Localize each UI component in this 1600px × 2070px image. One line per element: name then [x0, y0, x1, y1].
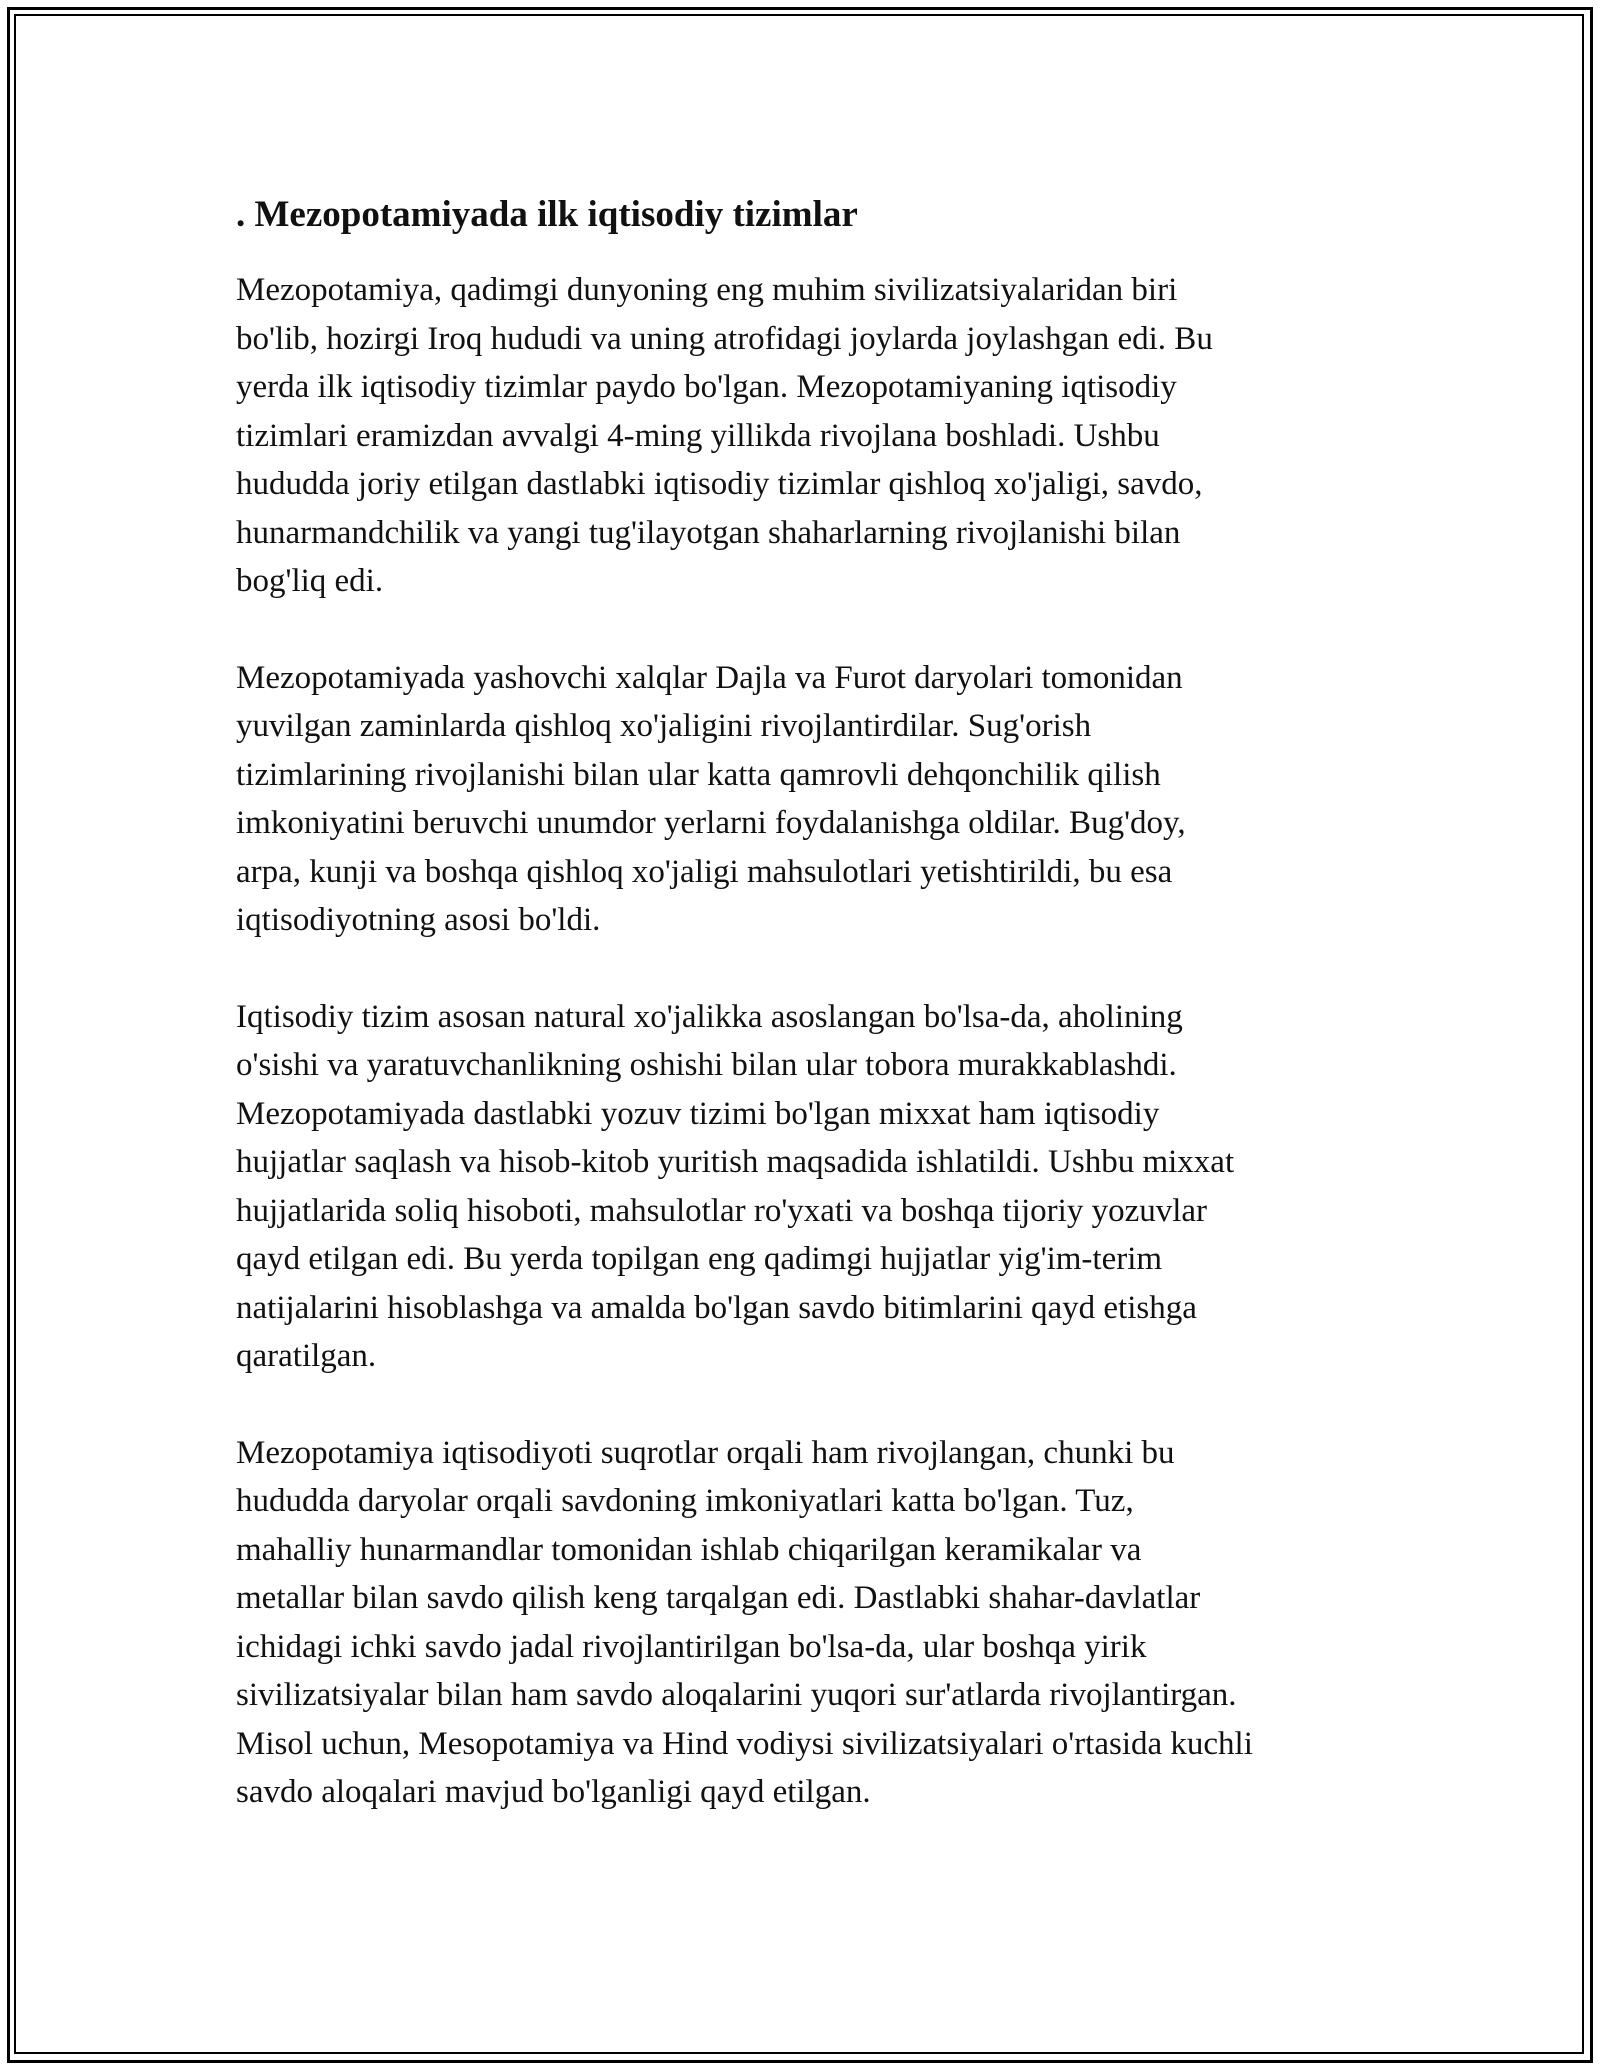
- paragraph-1: Mezopotamiya, qadimgi dunyoning eng muhim sivilizatsiyalaridan biri bo'lib, hozirgi Iroq hududi va uning atrofidagi joylarda joylashgan edi. Bu yerda ilk iqtisodiy tizimlar paydo bo'lgan. Mezopotamiyaning iqtisodiy tizimlari eramizdan avvalgi 4-ming yillikda rivojlana boshladi. Ushbu hududda joriy etilgan dastlabki iqtisodiy tizimlar qishloq xo'jaligi, savdo, hunarmandchilik va yangi tug'ilayotgan shaharlarning rivojlanishi bilan bog'liq edi.: [236, 272, 1213, 599]
- paragraph-4: Mezopotamiya iqtisodiyoti suqrotlar orqali ham rivojlangan, chunki bu hududda daryolar orqali savdoning imkoniyatlari katta bo'lgan. Tuz, mahalliy hunarmandlar tomonidan ishlab chiqarilgan keramikalar va metallar bilan savdo qilish keng tarqalgan edi. Dastlabki shahar-davlatlar ichidagi ichki savdo jadal rivojlantirilgan bo'lsa-da, ular boshqa yirik sivilizatsiyalar bilan ham savdo aloqalarini yuqori sur'atlarda rivojlantirgan. Misol uchun, Mesopotamiya va Hind vodiysi sivilizatsiyalari o'rtasida kuchli savdo aloqalari mavjud bo'lganligi qayd etilgan.: [236, 1434, 1253, 1810]
- paragraph-2: Mezopotamiyada yashovchi xalqlar Dajla va Furot daryolari tomonidan yuvilgan zaminlarda qishloq xo'jaligini rivojlantirdilar. Sug'orish tizimlarining rivojlanishi bilan ular katta qamrovli dehqonchilik qilish imkoniyatini beruvchi unumdor yerlarni foydalanishga oldilar. Bug'doy, arpa, kunji va boshqa qishloq xo'jaligi mahsulotlari yetishtirildi, bu esa iqtisodiyotning asosi bo'ldi.: [236, 659, 1186, 938]
- paragraph-3: Iqtisodiy tizim asosan natural xo'jalikka asoslangan bo'lsa-da, aholining o'sishi va yaratuvchanlikning oshishi bilan ular tobora murakkablashdi. Mezopotamiyada dastlabki yozuv tizimi bo'lgan mixxat ham iqtisodiy hujjatlar saqlash va hisob-kitob yuritish maqsadida ishlatildi. Ushbu mixxat hujjatlarida soliq hisoboti, mahsulotlar ro'yxati va boshqa tijoriy yozuvlar qayd etilgan edi. Bu yerda topilgan eng qadimgi hujjatlar yig'im-terim natijalarini hisoblashga va amalda bo'lgan savdo bitimlarini qayd etishga qaratilgan.: [236, 998, 1235, 1374]
- document-title: . Mezopotamiyada ilk iqtisodiy tizimlar: [236, 194, 858, 235]
- document-body: [236, 190, 1376, 1865]
